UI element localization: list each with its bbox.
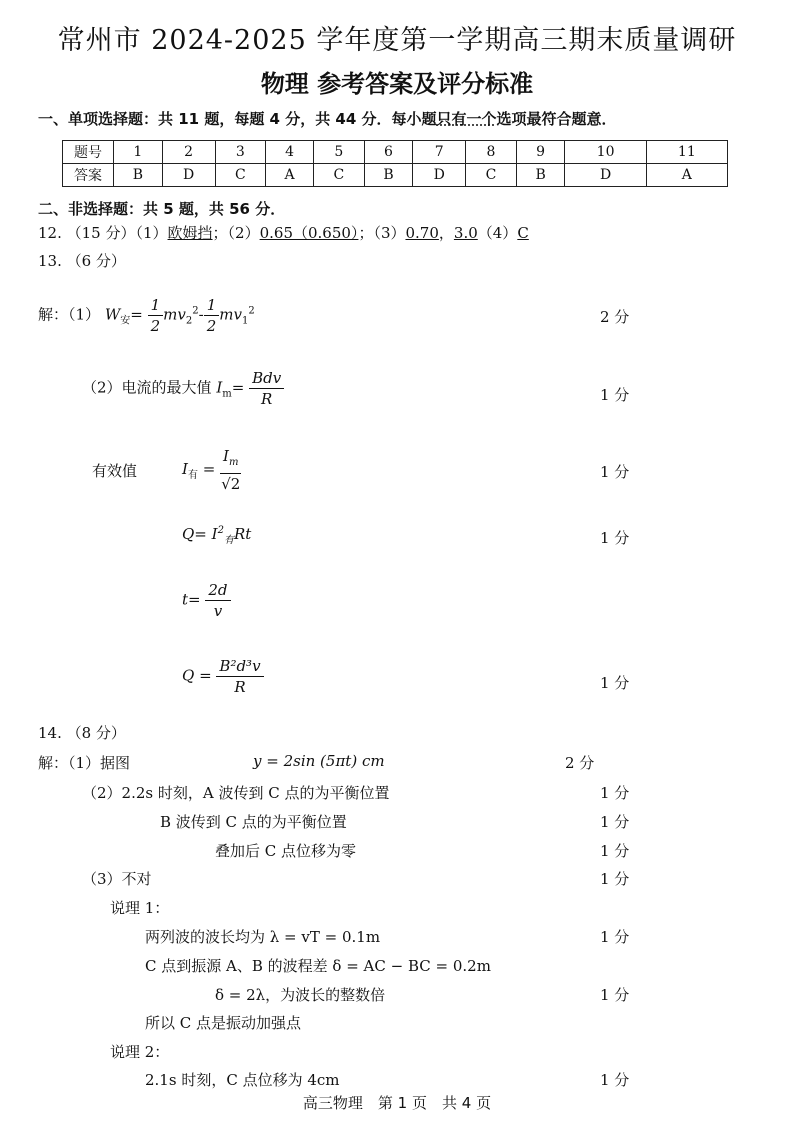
q12-answer-3: 0.70 bbox=[405, 224, 439, 242]
score-label: 1 分 bbox=[600, 463, 630, 481]
score-label: 1 分 bbox=[600, 784, 630, 802]
q13-formula-6: Q = $\frac{\text{B²d³v}}{R}$ bbox=[182, 656, 264, 697]
q14-line-11: 说理 2： bbox=[110, 1043, 170, 1061]
table-cell: 10 bbox=[565, 141, 646, 164]
q12-answer-5: C bbox=[517, 224, 529, 242]
section-2-heading: 二、非选择题：共 5 题，共 56 分． bbox=[38, 200, 286, 218]
score-label: 1 分 bbox=[600, 986, 630, 1004]
q12-answer-4: 3.0 bbox=[453, 224, 478, 242]
q13-formula-1: 解：（1） $W_安=$ $\frac{1}{2}$ $mv_2^2-$ $\frac{1}{2}$ $mv_1^2$ bbox=[38, 296, 255, 335]
fraction-bdv-r: $\frac{\text{Bdv}}{R}$ bbox=[249, 368, 284, 409]
answer-table bbox=[62, 140, 728, 187]
q12-answer-line: 12. （15 分）（1）欧姆挡；（2）0.65（0.650）；（3）0.70，3.0（4）C bbox=[38, 224, 529, 242]
table-cell: 2 bbox=[162, 141, 215, 164]
table-row-answers bbox=[63, 164, 728, 187]
q14-line-10: 所以 C 点是振动加强点 bbox=[145, 1014, 302, 1032]
score-label: 2 分 bbox=[600, 308, 630, 326]
fraction-half: $\frac{1}{2}$ bbox=[148, 295, 164, 336]
q13-formula-2: （2）电流的最大值 $I_m=$ $\frac{\text{Bdv}}{R}$ bbox=[82, 368, 284, 409]
page-footer: 高三物理 第 1 页 共 4 页 bbox=[302, 1094, 492, 1112]
table-cell: 6 bbox=[364, 141, 413, 164]
table-cell: 1 bbox=[114, 141, 163, 164]
table-cell: C bbox=[314, 164, 365, 187]
fraction-im-sqrt2: $\frac{I_m}{√2}$ bbox=[221, 447, 241, 493]
table-cell: 9 bbox=[516, 141, 565, 164]
table-cell: 8 bbox=[466, 141, 517, 164]
q13-formula-3: $I_有$ = $\frac{I_m}{√2}$ bbox=[182, 447, 241, 493]
q14-line-2: （2）2.2s 时刻，A 波传到 C 点的为平衡位置 bbox=[82, 784, 390, 802]
effective-value-label: 有效值 bbox=[92, 462, 138, 480]
q14-line-8: C 点到振源 A、B 的波程差 δ = AC − BC = 0.2m bbox=[145, 957, 491, 975]
q12-answer-1: 欧姆挡 bbox=[167, 224, 213, 242]
table-cell: B bbox=[364, 164, 413, 187]
table-cell: A bbox=[266, 164, 314, 187]
table-cell: D bbox=[565, 164, 646, 187]
q14-equation-1: y = 2sin (5πt) cm bbox=[253, 752, 385, 770]
table-row-numbers bbox=[63, 141, 728, 164]
score-label: 1 分 bbox=[600, 1071, 630, 1089]
table-cell: B bbox=[114, 164, 163, 187]
score-label: 1 分 bbox=[600, 674, 630, 692]
fraction-half: $\frac{1}{2}$ bbox=[204, 295, 220, 336]
score-label: 1 分 bbox=[600, 842, 630, 860]
q14-line-6: 说理 1： bbox=[110, 899, 170, 917]
table-header-answer: 答案 bbox=[63, 164, 114, 187]
table-cell: B bbox=[516, 164, 565, 187]
table-cell: 5 bbox=[314, 141, 365, 164]
q13-formula-4: $Q= I^2_有Rt$ bbox=[182, 525, 252, 546]
table-cell: D bbox=[162, 164, 215, 187]
score-label: 1 分 bbox=[600, 813, 630, 831]
score-label: 1 分 bbox=[600, 386, 630, 404]
section-1-heading: 一、单项选择题：共 11 题，每题 4 分，共 44 分．每小题只有一个选项最符合题意． bbox=[38, 110, 617, 128]
table-cell: 3 bbox=[215, 141, 266, 164]
table-cell: C bbox=[215, 164, 266, 187]
q14-line-3: B 波传到 C 点的为平衡位置 bbox=[160, 813, 347, 831]
emphasis-text: 只有一个 bbox=[436, 110, 497, 128]
q14-line-1: 解：（1）据图 bbox=[38, 754, 131, 772]
page-title: 常州市 2024-2025 学年度第一学期高三期末质量调研 bbox=[57, 25, 737, 56]
q14-line-5: （3）不对 bbox=[82, 870, 152, 888]
q14-line-7: 两列波的波长均为 λ = vT = 0.1m bbox=[145, 928, 381, 946]
fraction-2d-v: $\frac{2d}{v}$ bbox=[205, 580, 230, 621]
table-cell: C bbox=[466, 164, 517, 187]
score-label: 1 分 bbox=[600, 870, 630, 888]
q14-line-12: 2.1s 时刻，C 点位移为 4cm bbox=[145, 1071, 340, 1089]
q14-heading: 14. （8 分） bbox=[38, 724, 126, 742]
q14-line-9: δ = 2λ，为波长的整数倍 bbox=[215, 986, 386, 1004]
page-subtitle: 物理 参考答案及评分标准 bbox=[260, 69, 534, 98]
q13-heading: 13. （6 分） bbox=[38, 252, 126, 270]
table-cell: 4 bbox=[266, 141, 314, 164]
q12-answer-2: 0.65（0.650） bbox=[259, 224, 359, 242]
table-cell: A bbox=[646, 164, 727, 187]
q13-formula-5: t= $\frac{2d}{v}$ bbox=[182, 580, 231, 621]
table-cell: 7 bbox=[413, 141, 466, 164]
score-label: 1 分 bbox=[600, 529, 630, 547]
table-cell: 11 bbox=[646, 141, 727, 164]
score-label: 1 分 bbox=[600, 928, 630, 946]
fraction-b2d3v-r: $\frac{\text{B²d³v}}{R}$ bbox=[216, 656, 263, 697]
table-header-number: 题号 bbox=[63, 141, 114, 164]
score-label: 2 分 bbox=[565, 754, 595, 772]
q14-line-4: 叠加后 C 点位移为零 bbox=[215, 842, 357, 860]
table-cell: D bbox=[413, 164, 466, 187]
